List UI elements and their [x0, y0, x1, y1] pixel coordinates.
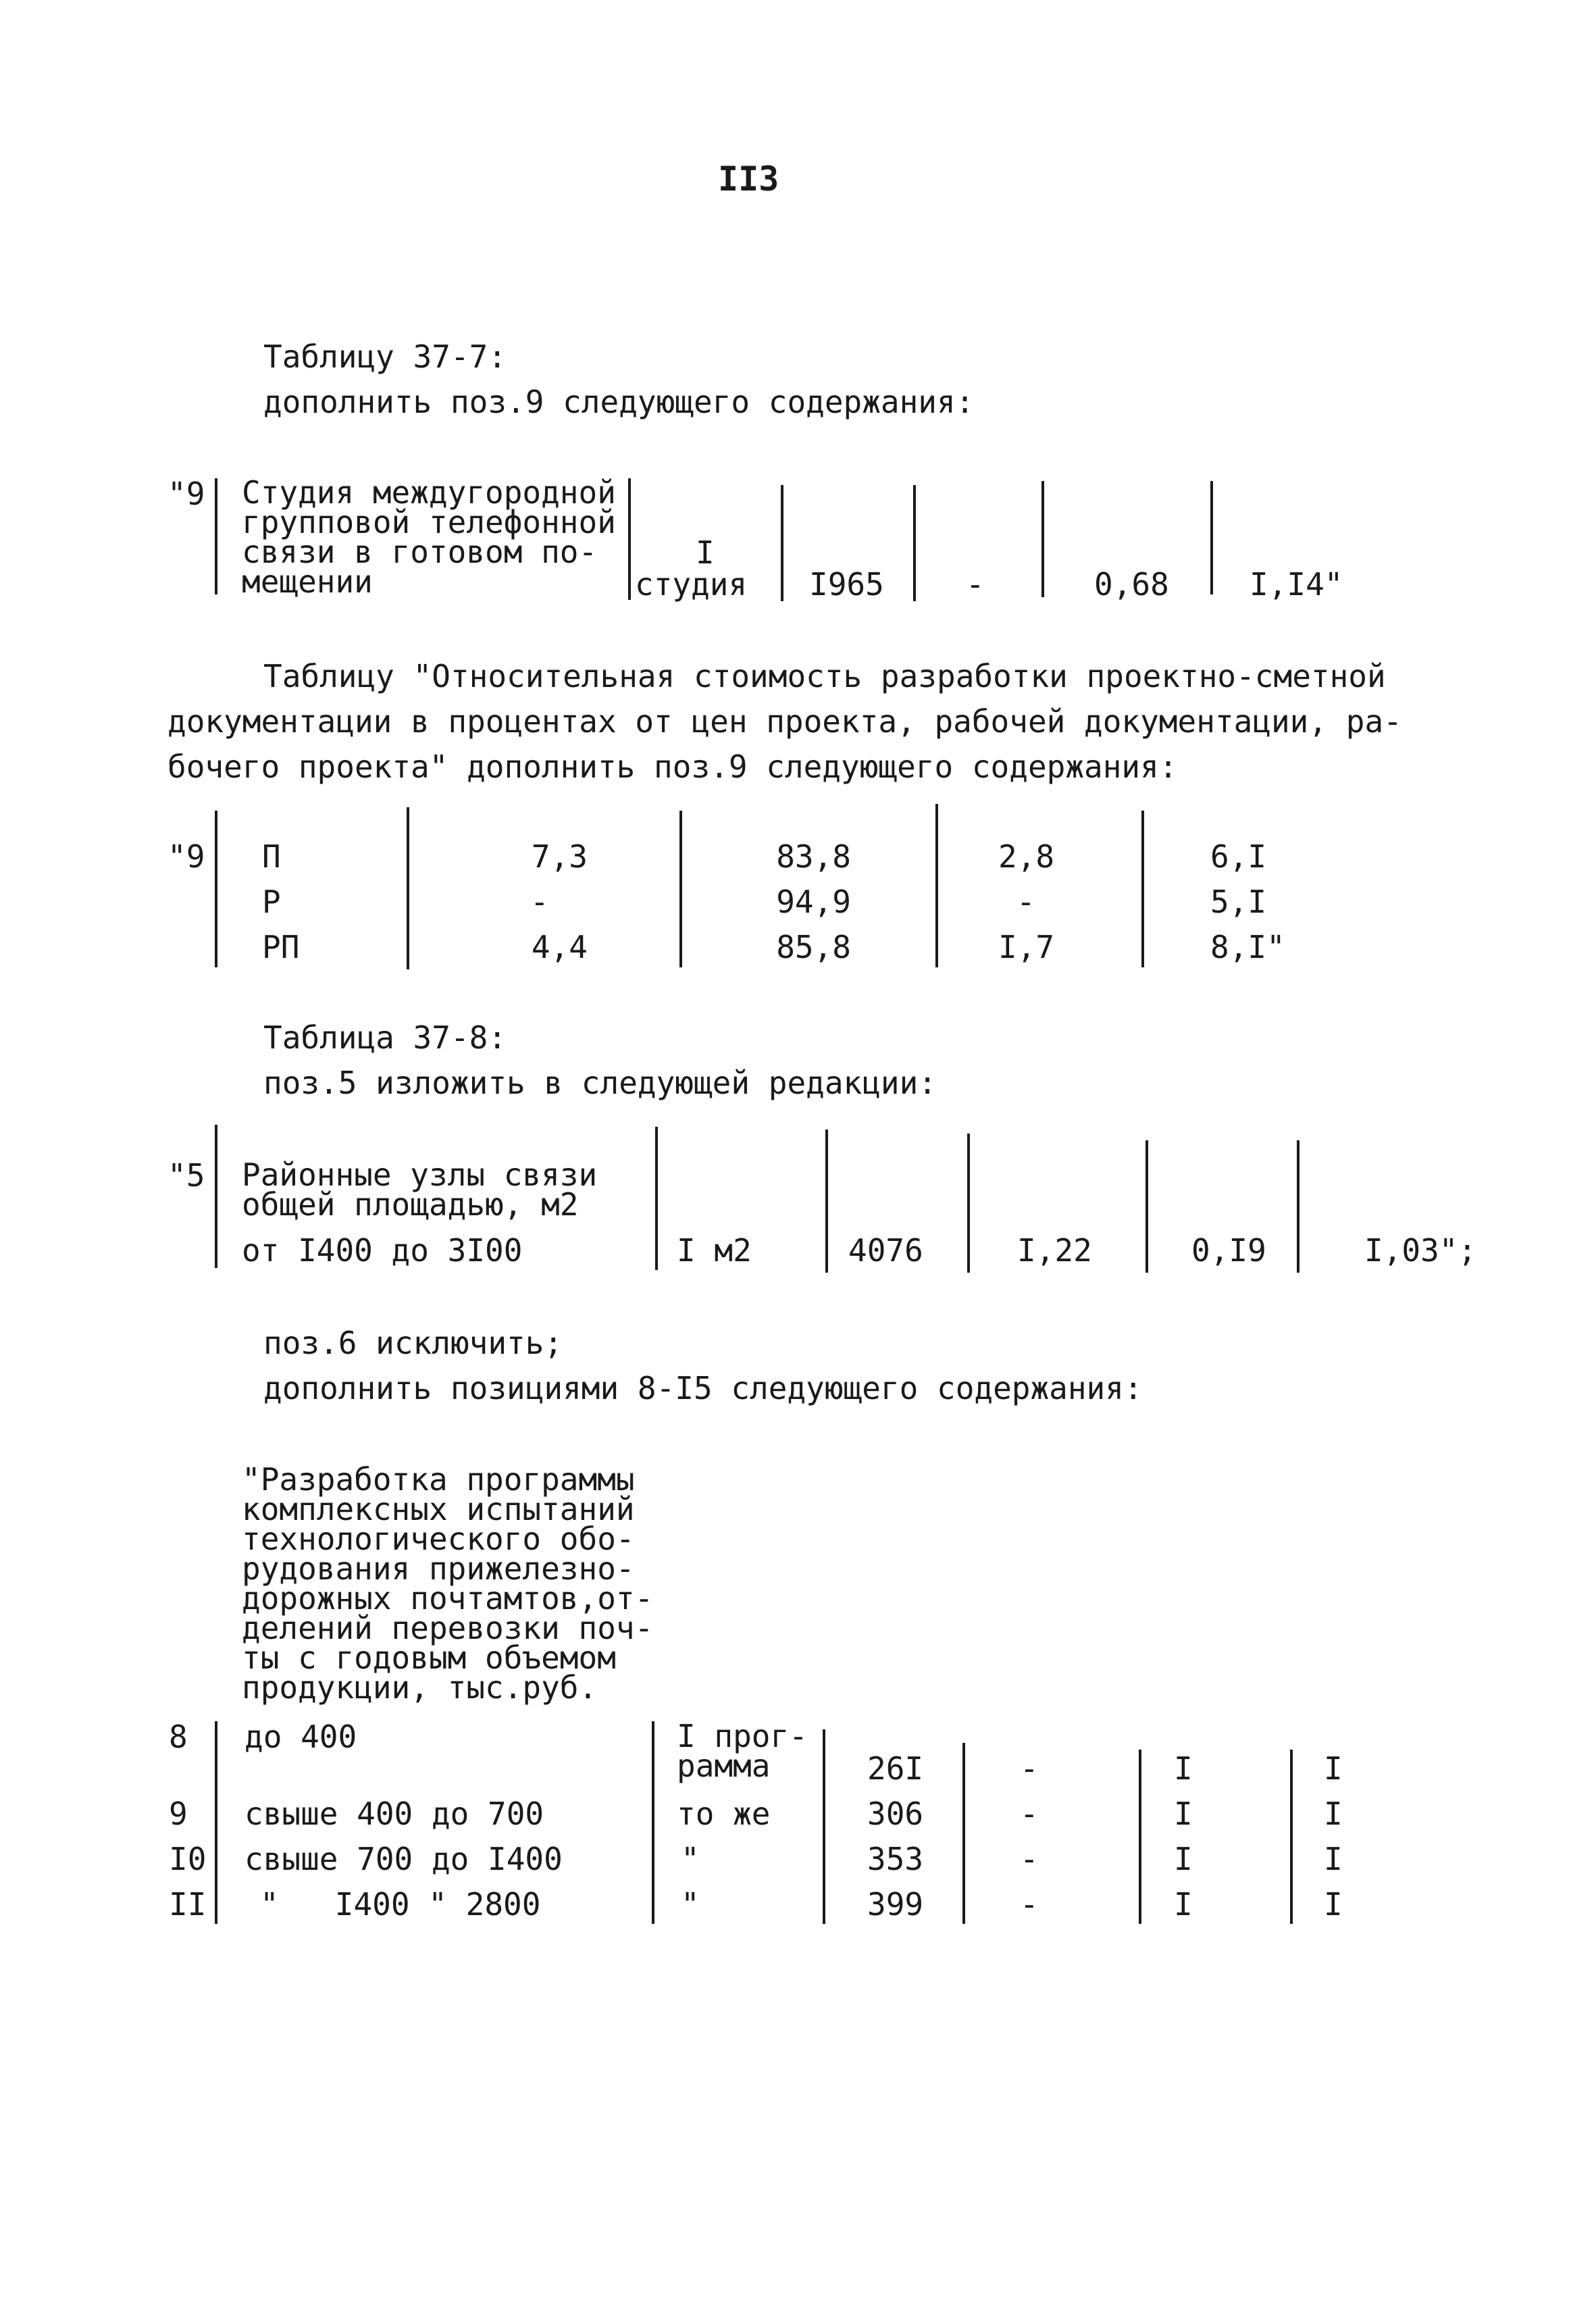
table-row-value: -	[1020, 1796, 1039, 1832]
section1-name-line: мещении	[242, 563, 373, 600]
section2-row-value: 5,I	[1210, 884, 1267, 920]
table-row-value: I	[1324, 1886, 1343, 1923]
section2-row-value: 94,9	[776, 884, 851, 920]
group-title-line: технологического обо-	[242, 1521, 635, 1557]
table-row-name: " I400 " 2800	[260, 1886, 541, 1923]
table-rule	[655, 1127, 658, 1270]
group-title-line: рудования прижелезно-	[242, 1550, 635, 1587]
table-rule	[628, 478, 631, 600]
table-rule	[1145, 1140, 1148, 1273]
table-row-value: I	[1324, 1796, 1343, 1832]
table-row-price: 306	[867, 1796, 924, 1832]
table-rule	[679, 811, 682, 967]
section2-row-label: РП	[262, 929, 300, 965]
section2-paragraph-line: бочего проекта" дополнить поз.9 следующего содержания:	[168, 748, 1178, 785]
table-rule	[823, 1729, 825, 1924]
section1-unit-line: I	[696, 534, 715, 571]
table-row-name: до 400	[244, 1719, 357, 1755]
section3-col5: I,03";	[1364, 1232, 1477, 1269]
section1-heading: Таблицу 37-7:	[263, 338, 507, 375]
table-rule	[1141, 811, 1144, 967]
table-row-value: I	[1324, 1750, 1343, 1787]
table-rule	[1290, 1750, 1293, 1924]
section3-instruction: поз.5 изложить в следующей редакции:	[263, 1065, 937, 1101]
table-row-name: свыше 700 до I400	[244, 1841, 563, 1877]
section1-price: I965	[809, 566, 884, 603]
section3-name-line: от I400 до 3I00	[242, 1232, 523, 1269]
table-row-value: I	[1174, 1796, 1193, 1832]
group-title-line: делений перевозки поч-	[242, 1610, 654, 1646]
table-row-value: -	[1020, 1841, 1039, 1877]
table-rule	[215, 1721, 217, 1924]
table-row-value: I	[1324, 1841, 1343, 1877]
section1-row-index: "9	[168, 476, 205, 512]
section2-row-value: 7,3	[531, 838, 588, 875]
section3-name-line: общей площадью, м2	[242, 1186, 579, 1223]
section4-line: дополнить позициями 8-I5 следующего содержания:	[263, 1370, 1143, 1406]
section1-name-line: групповой телефонной	[242, 504, 616, 540]
table-row-value: I	[1174, 1841, 1193, 1877]
table-rule	[913, 485, 916, 601]
group-title-line: ты с годовым объемом	[242, 1640, 616, 1676]
section2-row-label: П	[262, 838, 281, 875]
table-row-price: 399	[867, 1886, 924, 1923]
group-title-line: "Разработка программы	[242, 1461, 635, 1498]
section1-name-line: связи в готовом по-	[242, 534, 598, 570]
section3-col3: I,22	[1017, 1232, 1092, 1269]
table-rule	[215, 1125, 217, 1268]
table-rule	[215, 811, 217, 967]
section1-unit-line: студия	[635, 566, 748, 603]
section3-row-index: "5	[168, 1157, 205, 1194]
table-row-unit: рамма	[677, 1748, 771, 1784]
section2-row-value: 4,4	[531, 929, 588, 965]
table-rule	[652, 1721, 654, 1924]
group-title-line: продукции, тыс.руб.	[242, 1669, 598, 1706]
section2-row-value: 8,I"	[1210, 929, 1285, 965]
section3-heading: Таблица 37-8:	[263, 1019, 507, 1056]
section2-row-value: 6,I	[1210, 838, 1267, 875]
section2-row-label: Р	[262, 884, 281, 920]
table-rule	[1139, 1750, 1141, 1924]
table-rule	[825, 1129, 828, 1273]
table-rule	[1041, 481, 1044, 597]
table-row-index: 8	[169, 1719, 188, 1755]
table-rule	[781, 485, 783, 601]
table-rule	[407, 807, 409, 969]
section2-row-value: 2,8	[998, 838, 1055, 875]
group-title-line: комплексных испытаний	[242, 1491, 635, 1527]
section1-col4: 0,68	[1094, 566, 1169, 603]
section2-paragraph-line: документации в процентах от цен проекта, рабочей документации, ра-	[168, 703, 1402, 740]
group-title-line: дорожных почтамтов,от-	[242, 1580, 654, 1617]
table-rule	[215, 478, 217, 594]
table-row-value: I	[1174, 1886, 1193, 1923]
table-row-unit: I прог-	[677, 1718, 808, 1754]
section1-name-line: Студия междугородной	[242, 474, 616, 511]
section3-unit: I м2	[677, 1232, 752, 1269]
table-row-unit: то же	[677, 1796, 771, 1832]
section2-index: "9	[168, 838, 205, 875]
section1-col5: I,I4"	[1250, 566, 1343, 603]
table-row-name: свыше 400 до 700	[244, 1796, 544, 1832]
section2-row-value: -	[530, 884, 549, 920]
table-rule	[1210, 481, 1213, 594]
table-row-index: 9	[169, 1796, 188, 1832]
page-number: II3	[718, 159, 779, 199]
section3-col4: 0,I9	[1191, 1232, 1266, 1269]
table-row-price: 26I	[867, 1750, 924, 1787]
table-rule	[962, 1743, 965, 1924]
table-row-value: I	[1174, 1750, 1193, 1787]
table-row-value: -	[1020, 1750, 1039, 1787]
section1-instruction: дополнить поз.9 следующего содержания:	[263, 384, 975, 420]
section2-row-value: I,7	[998, 929, 1055, 965]
section2-row-value: 83,8	[776, 838, 851, 875]
table-row-unit: "	[681, 1841, 700, 1877]
table-row-value: -	[1020, 1886, 1039, 1923]
table-row-index: I0	[169, 1841, 207, 1877]
table-rule	[1297, 1140, 1299, 1273]
table-row-unit: "	[681, 1886, 700, 1923]
table-rule	[935, 804, 938, 967]
table-row-index: II	[169, 1886, 207, 1923]
section3-price: 4076	[848, 1232, 923, 1269]
section2-paragraph-line: Таблицу "Относительная стоимость разработки проектно-сметной	[263, 658, 1386, 694]
table-row-price: 353	[867, 1841, 924, 1877]
section2-row-value: -	[1016, 884, 1035, 920]
section1-col3: -	[966, 566, 985, 603]
section2-row-value: 85,8	[776, 929, 851, 965]
table-rule	[967, 1134, 970, 1273]
section3-name-line: Районные узлы связи	[242, 1156, 598, 1193]
section4-line: поз.6 исключить;	[263, 1325, 563, 1361]
